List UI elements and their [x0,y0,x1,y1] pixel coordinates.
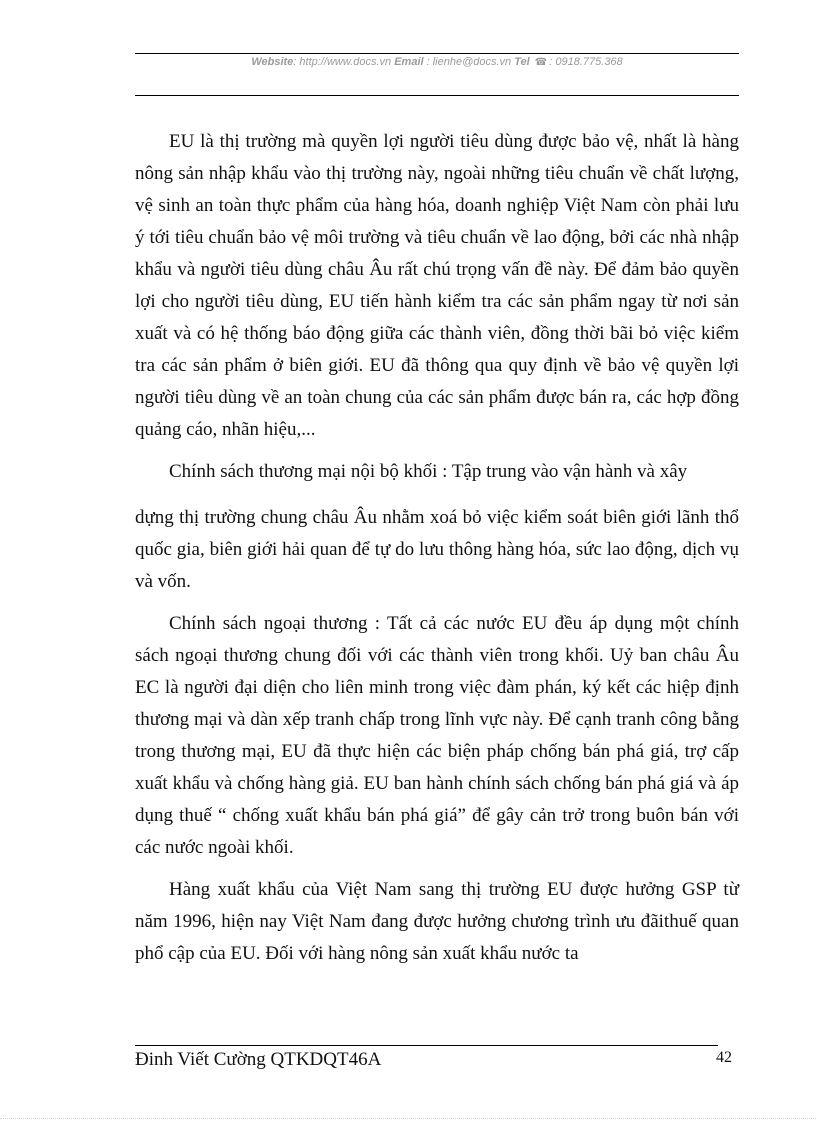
tel-label: Tel [514,56,530,68]
paragraph-internal-trade: dựng thị trường chung châu Âu nhằm xoá bỏ việc kiểm soát biên giới lãnh thổ quốc gia, biên giới hải quan để tự do lưu thông hàng hóa, sức lao động, dịch vụ và vốn. [135,507,739,592]
email-value: : lienhe@docs.vn [426,56,512,68]
document-body [135,126,739,980]
paragraph-foreign-trade: Chính sách ngoại thương : Tất cả các nước EU đều áp dụng một chính sách ngoại thương chung đối với các thành viên trong khối. Uỷ ban châu Âu EC là người đại diện cho liên minh trong việc đàm phán, ký kết các hiệp định thương mại và dàn xếp tranh chấp trong lĩnh vực này. Để cạnh tranh công bằng trong thương mại, EU đã thực hiện các biện pháp chống bán phá giá, trợ cấp xuất khẩu và chống hàng giả. EU ban hành chính sách chống bán phá giá và áp dụng thuế “ chống xuất khẩu bán phá giá” để gây cản trở trong buôn bán với các nước ngoài khối. [135,613,739,858]
footer-rule [135,1045,718,1046]
phone-icon: ☎ [534,57,548,68]
email-label: Email [394,56,424,68]
tel-value: : 0918.775.368 [549,56,623,68]
paragraph-consumer-protection: EU là thị trường mà quyền lợi người tiêu dùng được bảo vệ, nhất là hàng nông sản nhập khẩu vào thị trường này, ngoài những tiêu chuẩn về chất lượng, vệ sinh an toàn thực phẩm của hàng hóa, doanh nghiệp Việt Nam còn phải lưu ý tới tiêu chuẩn bảo vệ môi trường và tiêu chuẩn về lao động, bởi các nhà nhập khẩu và người tiêu dùng châu Âu rất chú trọng vấn đề này. Để đảm bảo quyền lợi cho người tiêu dùng, EU tiến hành kiểm tra các sản phẩm ngay từ nơi sản xuất và có hệ thống báo động giữa các thành viên, đồng thời bãi bỏ việc kiểm tra các sản phẩm ở biên giới. EU đã thông qua quy định về bảo vệ quyền lợi người tiêu dùng về an toàn chung của các sản phẩm được bán ra, các hợp đồng quảng cáo, nhãn hiệu,... [135,131,739,440]
page-edge-divider [0,1118,816,1119]
header-rule-bottom [135,95,739,96]
header-contact-line [135,56,739,68]
paragraph-gsp: Hàng xuất khẩu của Việt Nam sang thị trường EU được hưởng GSP từ năm 1996, hiện nay Việt Nam đang được hưởng chương trình ưu đãithuế quan phổ cập của EU. Đối với hàng nông sản xuất khẩu nước ta [135,879,739,964]
paragraph-internal-trade-heading: Chính sách thương mại nội bộ khối : Tập trung vào vận hành và xây [169,461,688,482]
page-number: 42 [716,1049,732,1066]
website-label: Website [251,56,294,68]
website-value: : http://www.docs.vn [293,56,392,68]
footer-author: Đinh Viết Cường QTKDQT46A [135,1049,382,1070]
header-rule-top [135,53,739,54]
